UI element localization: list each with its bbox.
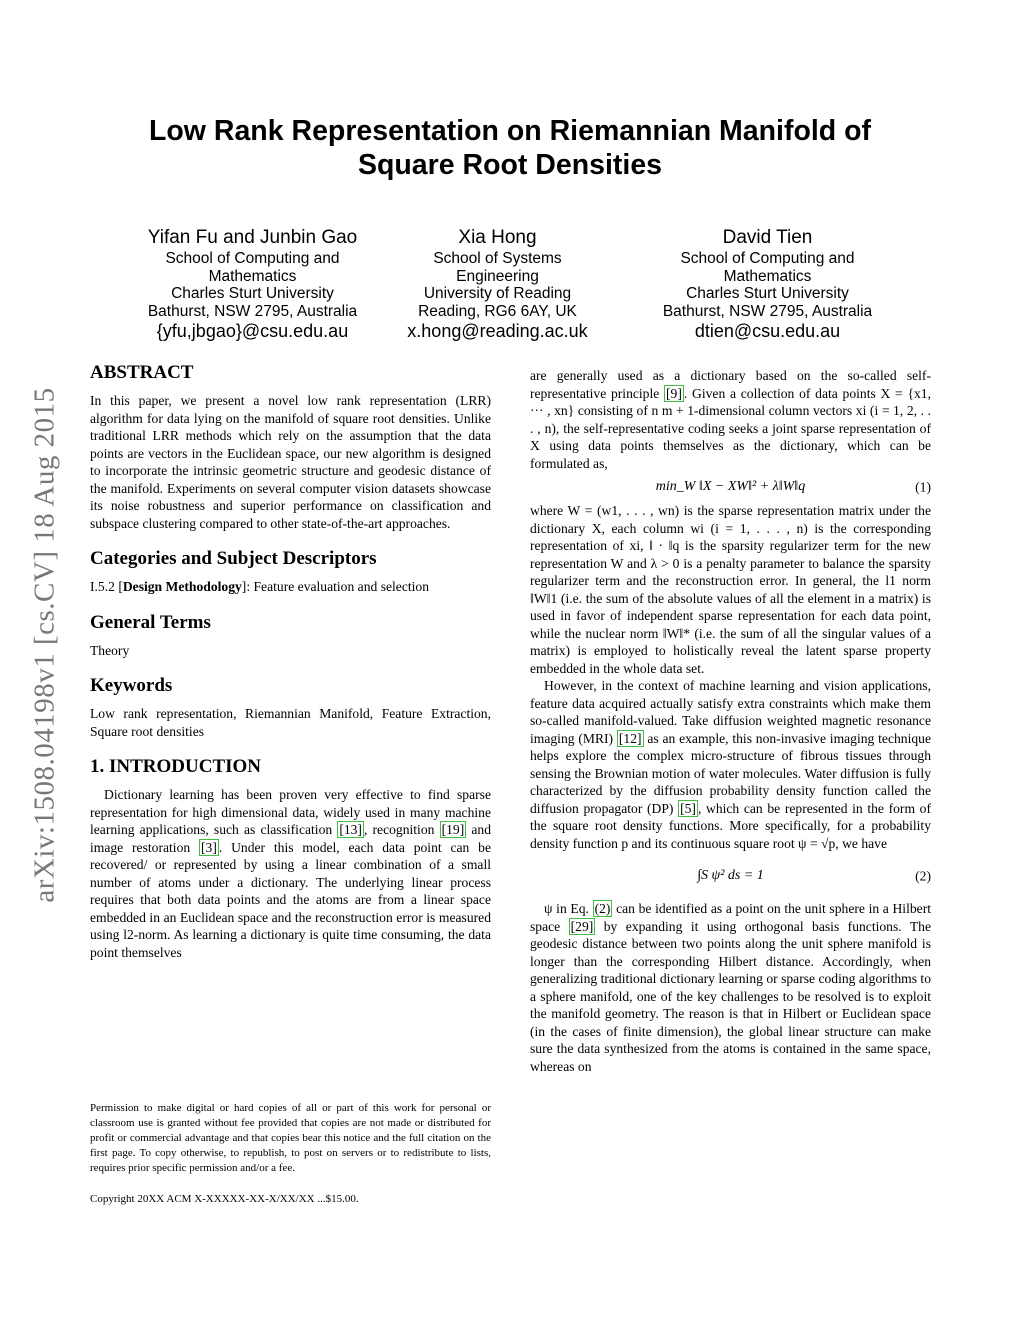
categories-heading: Categories and Subject Descriptors [90, 548, 377, 569]
body-text: are generally used as a dictionary based on the so-called self-representative principle [530, 368, 931, 401]
body-paragraph [530, 367, 931, 472]
author-affiliation-line: Charles Sturt University [686, 285, 849, 303]
intro-text: , recognition [363, 822, 440, 837]
body-text: ψ in Eq. [544, 901, 593, 916]
category-rest: ]: Feature evaluation and selection [241, 579, 430, 594]
author-email: {yfu,jbgao}@csu.edu.au [156, 321, 349, 342]
author-name: David Tien [722, 227, 813, 248]
author-affiliation-line: Mathematics [208, 267, 297, 285]
citation-link[interactable]: [12] [618, 730, 642, 746]
body-text: can be identified as a point on the unit sphere in a Hilbert space [530, 901, 931, 934]
body-paragraph [530, 900, 931, 1075]
permission-notice: Permission to make digital or hard copies of all or part of this work for personal or classroom use is granted without fee provided that copies are not made or distributed for profit or commercial advantage and that copies bear this notice and the full citation on the first page. To copy otherwise, to republish, to post on servers or to redistribute to lists, requires prior specific permission and/or a fee. [90, 1102, 491, 1174]
citation-link[interactable]: [5] [680, 800, 696, 816]
author-name: Yifan Fu and Junbin Gao [147, 227, 358, 248]
paper-title: Low Rank Representation on Riemannian Manifold of Square Root Densities [148, 115, 872, 181]
equation-number: (1) [915, 479, 931, 495]
author-affiliation-line: Mathematics [723, 267, 812, 285]
left-column [90, 362, 491, 961]
intro-text: Dictionary learning has been proven very effective to find sparse representation for high dimensional data, widely used in many machine learning applications, such as classification [90, 787, 491, 837]
author-block-1 [130, 226, 375, 342]
introduction-heading: 1. INTRODUCTION [90, 756, 262, 777]
author-affiliation-line: Engineering [456, 267, 539, 285]
keywords-text: Low rank representation, Riemannian Manifold, Feature Extraction, Square root densities [90, 706, 491, 739]
equation-formula: min_W ‖X − XW‖² + λ‖W‖q [655, 479, 806, 495]
author-affiliation-line: Charles Sturt University [171, 285, 334, 303]
body-text: , which can be represented in the form of the square root density functions. More specifically, for a probability density function p and its continuous square root ψ = √p, we have [530, 800, 931, 851]
equation-reference-link[interactable]: (2) [594, 901, 611, 916]
author-affiliation-line: School of Computing and [680, 250, 855, 267]
citation-link[interactable]: [29] [570, 918, 594, 934]
arxiv-identifier: arXiv:1508.04198v1 [cs.CV] 18 Aug 2015 [28, 387, 61, 903]
right-column [530, 367, 931, 1075]
equation-formula: ∫S ψ² ds = 1 [697, 868, 764, 884]
abstract-text: In this paper, we present a novel low rank representation (LRR) algorithm for data lying on the manifold of square root densities. Unlike traditional LRR methods which rely on the assumption that the data points are vectors in the Euclidean space, our new algorithm is designed to incorporate the intrinsic geometric structure and geodesic distance of the manifold. Experiments on several computer vision datasets showcase its noise robustness and superior performance on classification and subspace clustering compared to other state-of-the-art approaches. [90, 393, 491, 531]
abstract-heading: ABSTRACT [90, 362, 194, 383]
citation-link[interactable]: [19] [441, 822, 465, 837]
body-text: as an example, this non-invasive imaging technique helps explore the complex micro-structure of fibrous tissues through sensing the Brownian motion of water molecules. Water diffusion is fully characterized by the diffusion probability density function called the diffusion propagator (DP) [530, 730, 931, 816]
intro-text: and image restoration [90, 822, 492, 855]
keywords-heading: Keywords [90, 675, 173, 696]
author-affiliation-line: Bathurst, NSW 2795, Australia [147, 302, 358, 320]
author-affiliation-line: Bathurst, NSW 2795, Australia [662, 302, 873, 320]
categories-text [90, 578, 491, 596]
general-terms-text: Theory [90, 642, 130, 658]
category-bold: Design Methodology [122, 579, 242, 594]
citation-link[interactable]: [13] [339, 822, 362, 837]
citation-link[interactable]: [3] [201, 839, 217, 855]
author-email: dtien@csu.edu.au [694, 321, 841, 342]
author-affiliation-line: University of Reading [423, 285, 572, 303]
citation-link[interactable]: [9] [666, 385, 682, 401]
equation-number: (2) [915, 868, 931, 884]
author-name: Xia Hong [458, 227, 537, 248]
intro-text: . Under this model, each data point can be recovered/ or represented by using a linear combination of a small number of atoms under a dictionary. The underlying linear process requires that both data points and the atoms are from a linear space embedded in an Euclidean space and the reconstruction error is measured using l2-norm. As learning a dictionary is quite time consuming, the data point themselves [90, 839, 491, 960]
body-paragraph [530, 677, 931, 852]
body-text: However, in the context of machine learning and vision applications, feature data acquired actually satisfy extra constraints which make them so-called manifold-valued. Take diffusion weighted magnetic resonance imaging (MRI) [530, 678, 931, 746]
copyright-notice: Copyright 20XX ACM X-XXXXX-XX-X/XX/XX ...$15.00. [90, 1193, 359, 1205]
equation-1 [530, 472, 931, 502]
introduction-paragraph [90, 786, 491, 961]
body-text: by expanding it using orthogonal basis functions. The geodesic distance between two points along the unit sphere manifold is longer than the corresponding Hilbert distance. Accordingly, when generalizing traditional dictionary learning or sparse coding algorithms to a sphere manifold, one of the key challenges to be resolved is to exploit the manifold geometry. The reason is that in Hilbert or Euclidean space (in the cases of finite dimension), the global linear structure can make sure the data synthesized from the atoms is contained in the same space, whereas on [530, 918, 931, 1074]
arxiv-sidebar [20, 340, 70, 950]
author-block-3 [635, 226, 900, 342]
author-affiliation-line: School of Computing and [165, 250, 340, 267]
general-terms-heading: General Terms [90, 611, 211, 633]
body-paragraph: where W = (w1, . . . , wn) is the sparse representation matrix under the dictionary X, each column wi (i = 1, . . . , n) is the corresponding representation of xi, ‖ · ‖q is the sparsity regularizer term for the new representation W and λ > 0 is a penalty parameter to balance the sparsity regularizer term and the reconstruction error. In general, the l1 norm ‖W‖1 (i.e. the sum of the absolute values of all the element in a matrix) is used in favor of independent sparse representation for each data point, while the nuclear norm ‖W‖* (i.e. the sum of all the singular values of a matrix) is employed to holistically reveal the latent sparse property embedded in the whole data set. [530, 503, 931, 676]
author-affiliation-line: Reading, RG6 6AY, UK [418, 302, 577, 320]
category-code: I.5.2 [ [90, 579, 123, 594]
body-text: . Given a collection of data points X = {x1, ··· , xn} consisting of n m + 1-dimensional column vectors xi (i = 1, 2, . . . , n), the self-representative coding seeks a joint sparse representation of X using data points themselves as the dictionary, which can be formulated as, [530, 385, 931, 471]
author-email: x.hong@reading.ac.uk [407, 321, 588, 342]
author-affiliation-line: School of Systems [433, 250, 562, 267]
author-block-2 [390, 226, 605, 342]
equation-2 [530, 852, 931, 900]
